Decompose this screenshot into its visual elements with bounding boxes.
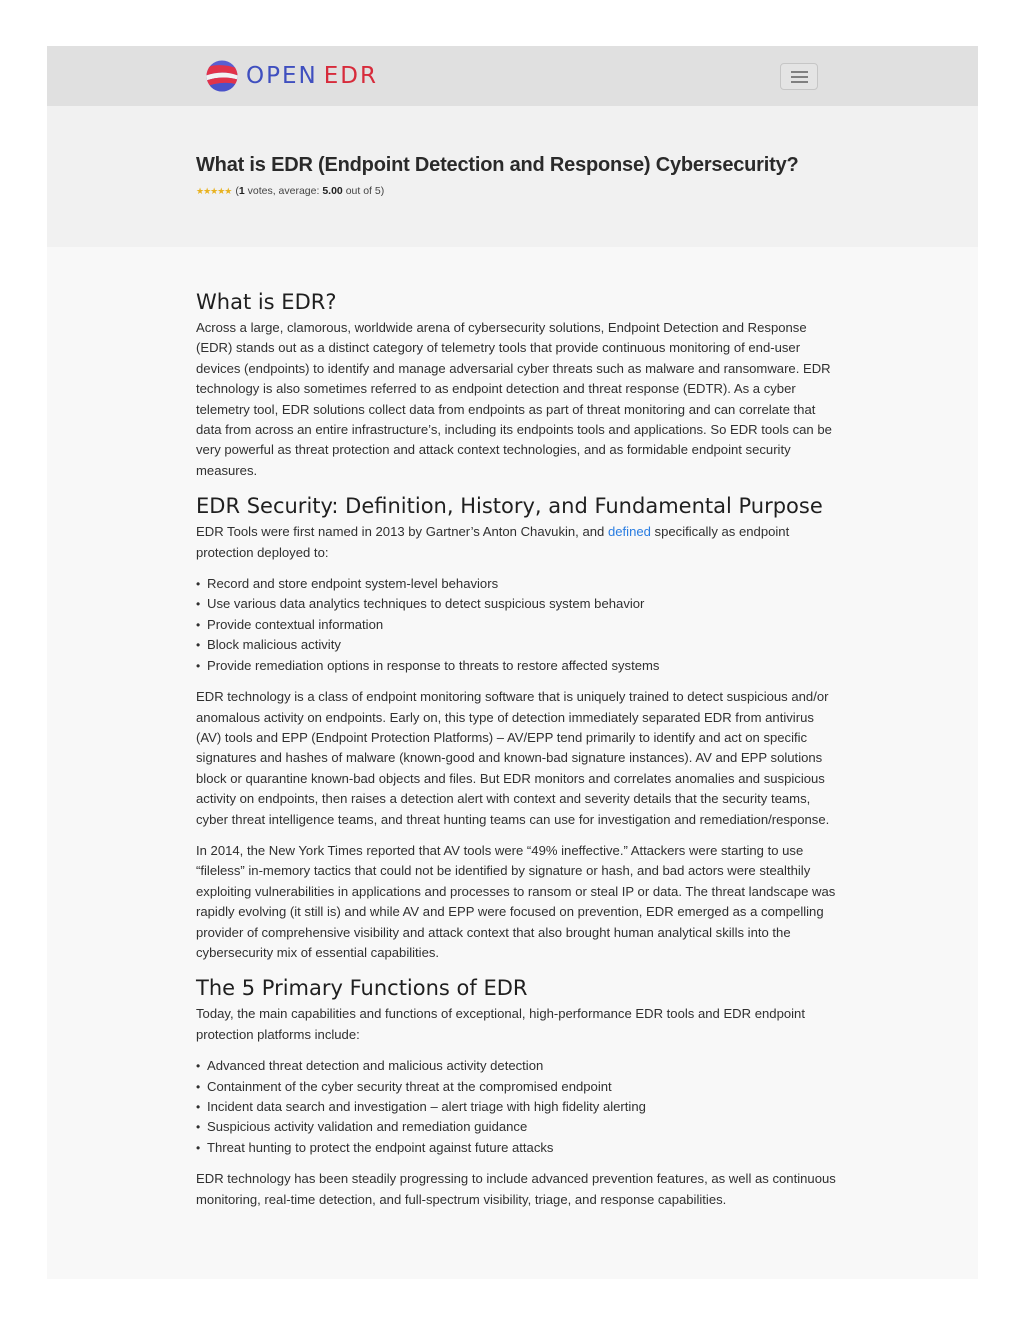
rating-votes-label: votes, average: [247,185,320,197]
post-rating [196,185,384,197]
section-heading-security: EDR Security: Definition, History, and Fundamental Purpose [196,494,823,519]
paragraph: Today, the main capabilities and functions of exceptional, high-performance EDR tools and EDR endpoint protection platforms include: [196,1006,805,1042]
menu-toggle-button[interactable] [780,63,818,90]
list-item: • Block malicious activity [196,635,836,655]
list-item: • Provide contextual information [196,615,836,635]
rating-out-of: out of 5) [345,185,385,197]
star-icon[interactable]: ★★★★★ [196,185,232,196]
brand-edr: EDR [323,63,378,89]
list-item: • Containment of the cyber security threat at the compromised endpoint [196,1077,836,1097]
paragraph: EDR technology is a class of endpoint monitoring software that is uniquely trained to detect suspicious and/or anomalous activity on endpoints. Early on, this type of detection immediately separated EDR from antivirus (AV) tools and EPP (Endpoint Protection Platforms) – AV/EPP tend primarily to identify and act on specific signatures and hashes of malware (known-good and known-bad signature instances). AV and EPP solutions block or quarantine known-bad objects and files. But EDR monitors and correlates anomalies and suspicious activity on endpoints, then raises a detection alert with context and severity details that the security teams, cyber threat intelligence teams, and threat hunting teams can use for investigation and remediation/response. [196,689,830,827]
list-item: • Incident data search and investigation – alert triage with high fidelity alerting [196,1097,836,1117]
page [47,46,978,1279]
list-item: • Suspicious activity validation and remediation guidance [196,1117,836,1137]
hamburger-icon-bar [791,81,808,83]
rating-average: 5.00 [322,185,343,197]
page-title: What is EDR (Endpoint Detection and Response) Cybersecurity? [196,154,799,176]
paragraph: EDR technology has been steadily progressing to include advanced prevention features, as well as continuous monitoring, real-time detection, and full-spectrum visibility, triage, and response capabilities. [196,1171,836,1207]
section-heading-what-is: What is EDR? [196,290,337,314]
openedr-logo-mark [205,59,239,93]
intro-text-end: specifically as endpoint protection deployed to: [196,524,790,560]
list-item: • Use various data analytics techniques to detect suspicious system behavior [196,594,836,614]
list-item: • Record and store endpoint system-level behaviors [196,574,836,594]
purpose-list [196,574,836,676]
navbar [47,46,978,106]
list-item: • Threat hunting to protect the endpoint against future attacks [196,1138,836,1158]
intro-text: EDR Tools were first named in 2013 by Gartner’s Anton Chavukin, and [196,524,608,540]
rating-open-paren: ( [235,185,239,197]
section-heading-functions: The 5 Primary Functions of EDR [196,976,528,1001]
brand-logo[interactable] [205,58,378,94]
post-header [47,106,978,247]
list-item: • Advanced threat detection and malicious activity detection [196,1056,836,1076]
rating-votes: 1 [238,185,245,197]
functions-list [196,1056,836,1158]
article-body [196,288,836,1221]
paragraph: Across a large, clamorous, worldwide arena of cybersecurity solutions, Endpoint Detection and Response (EDR) stands out as a distinct category of telemetry tools that provide continuous monitoring of end-user devices (endpoints) to identify and manage adversarial cyber threats such as malware and ransomware. EDR technology is also sometimes referred to as endpoint detection and threat response (EDTR). As a cyber telemetry tool, EDR solutions collect data from endpoints as part of threat monitoring and can correlate that data from across an entire infrastructure’s, including its endpoints tools and applications. So EDR tools can be very powerful as threat protection and attack context technologies, and as formidable endpoint security measures. [196,320,832,478]
defined-link[interactable]: defined [607,524,651,540]
paragraph: In 2014, the New York Times reported that AV tools were “49% ineffective.” Attackers were starting to use “fileless” in-memory tactics that could not be identified by signature or hash, and bad actors were stealthily exploiting vulnerabilities in applications and processes to ransom or steal IP or data. The threat landscape was rapidly evolving (it still is) and while AV and EPP were focused on prevention, EDR emerged as a compelling provider of comprehensive visibility and attack context that also brought human analytical skills into the cybersecurity mix of essential capabilities. [196,842,836,960]
brand-open: OPEN [246,63,318,89]
paragraph [196,522,836,563]
list-item: • Provide remediation options in response to threats to restore affected systems [196,656,836,676]
brand-wordmark [246,63,378,89]
hamburger-icon [791,71,808,73]
hamburger-icon-bar [791,76,808,78]
